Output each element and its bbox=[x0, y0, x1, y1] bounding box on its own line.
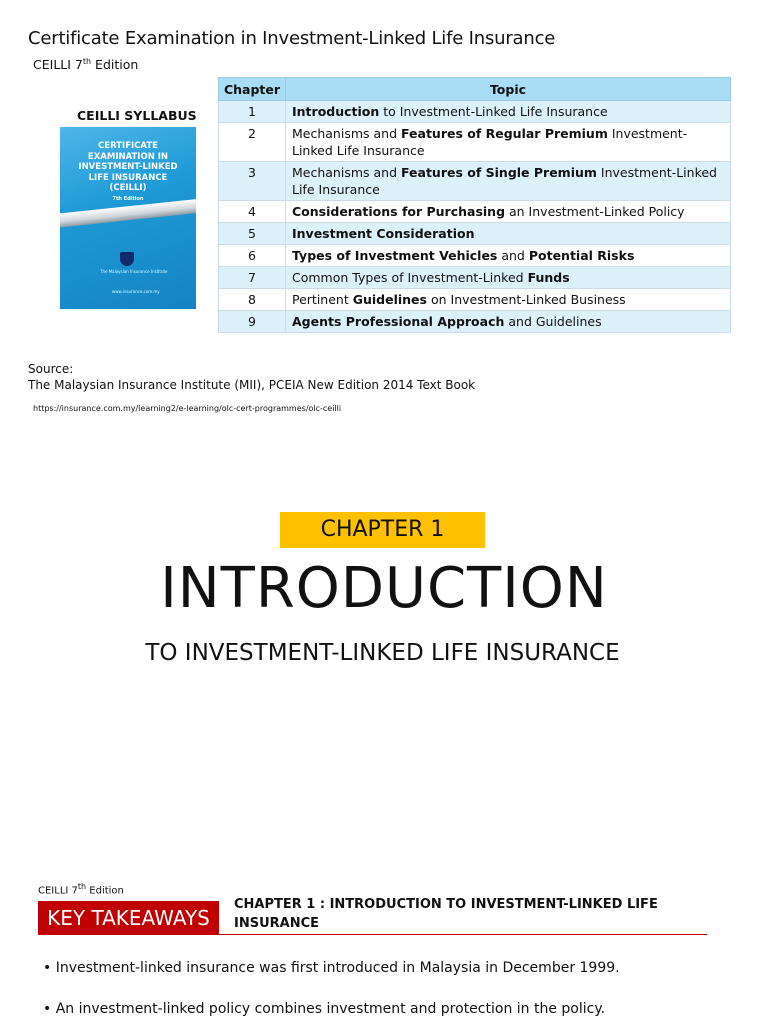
syllabus-table-body bbox=[219, 101, 731, 333]
takeaways-heading: CHAPTER 1 : INTRODUCTION TO INVESTMENT-LINKED LIFE INSURANCE bbox=[234, 897, 658, 931]
topic-cell bbox=[286, 267, 731, 289]
book-publisher: The Malaysian Insurance Institute bbox=[100, 269, 168, 274]
book-cover-image bbox=[60, 127, 196, 309]
chapter-subtitle: TO INVESTMENT-LINKED LIFE INSURANCE bbox=[145, 640, 620, 666]
topic-bold-text: Guidelines bbox=[352, 292, 427, 307]
chapter-number-cell: 3 bbox=[219, 162, 286, 201]
topic-bold-text: Considerations for Purchasing bbox=[292, 204, 506, 219]
table-row bbox=[219, 123, 731, 162]
table-row bbox=[219, 245, 731, 267]
takeaways-edition-label bbox=[38, 882, 124, 896]
topic-text: Investment-Linked Life Insurance bbox=[292, 126, 688, 158]
topic-bold-text: Introduction bbox=[292, 104, 380, 119]
edition-prefix: CEILLI 7 bbox=[33, 57, 83, 73]
chapter-badge: CHAPTER 1 bbox=[280, 512, 485, 548]
institute-crest-icon bbox=[120, 252, 134, 266]
topic-text: Mechanisms and bbox=[292, 126, 401, 141]
book-title bbox=[72, 141, 184, 204]
takeaway-bullet: • An investment-linked policy combines investment and protection in the policy. bbox=[43, 1001, 606, 1017]
topic-text: and Guidelines bbox=[504, 314, 602, 329]
table-row bbox=[219, 162, 731, 201]
topic-text: to Investment-Linked Life Insurance bbox=[379, 104, 608, 119]
key-takeaways-badge: KEY TAKEAWAYS bbox=[38, 901, 219, 935]
topic-bold-text: Features of Regular Premium bbox=[401, 126, 608, 141]
edition-prefix: CEILLI 7 bbox=[38, 885, 78, 897]
table-header-row bbox=[219, 78, 731, 101]
edition-suffix: Edition bbox=[91, 57, 139, 73]
table-row bbox=[219, 311, 731, 333]
book-website: www.insurance.com.my bbox=[112, 289, 160, 294]
topic-text: Investment-Linked Life Insurance bbox=[292, 165, 717, 197]
chapter-number-cell: 7 bbox=[219, 267, 286, 289]
chapter-number-cell: 5 bbox=[219, 223, 286, 245]
source-url-link[interactable]: https://insurance.com.my/learning2/e-learning/olc-cert-programmes/olc-ceilli bbox=[33, 404, 342, 413]
header-topic: Topic bbox=[286, 78, 731, 101]
table-row bbox=[219, 289, 731, 311]
chapter-title: INTRODUCTION bbox=[160, 556, 608, 621]
topic-cell bbox=[286, 162, 731, 201]
source-text: The Malaysian Insurance Institute (MII), PCEIA New Edition 2014 Text Book bbox=[28, 378, 476, 392]
topic-bold-text: Types of Investment Vehicles bbox=[292, 248, 498, 263]
source-label: Source: bbox=[28, 362, 74, 376]
chapter-number-cell: 9 bbox=[219, 311, 286, 333]
topic-cell bbox=[286, 201, 731, 223]
topic-text: an Investment-Linked Policy bbox=[505, 204, 685, 219]
topic-cell bbox=[286, 289, 731, 311]
chapter-number-cell: 6 bbox=[219, 245, 286, 267]
edition-label bbox=[33, 57, 138, 72]
topic-cell bbox=[286, 223, 731, 245]
chapter-number-cell: 8 bbox=[219, 289, 286, 311]
takeaways-divider bbox=[219, 934, 707, 935]
edition-suffix: Edition bbox=[86, 885, 124, 897]
table-row bbox=[219, 101, 731, 123]
document-title: Certificate Examination in Investment-Linked Life Insurance bbox=[28, 28, 556, 49]
topic-bold-text: Potential Risks bbox=[528, 248, 635, 263]
topic-bold-text: Features of Single Premium bbox=[401, 165, 597, 180]
topic-text: on Investment-Linked Business bbox=[426, 292, 626, 307]
table-row bbox=[219, 267, 731, 289]
topic-bold-text: Agents Professional Approach bbox=[292, 314, 505, 329]
topic-cell bbox=[286, 101, 731, 123]
topic-text: Common Types of Investment-Linked bbox=[292, 270, 528, 285]
topic-bold-text: Investment Consideration bbox=[292, 226, 475, 241]
chapter-number-cell: 4 bbox=[219, 201, 286, 223]
topic-text: and bbox=[497, 248, 529, 263]
syllabus-label: CEILLI SYLLABUS bbox=[77, 108, 197, 123]
edition-superscript: th bbox=[82, 57, 92, 66]
header-chapter: Chapter bbox=[219, 78, 286, 101]
table-row bbox=[219, 223, 731, 245]
topic-text: Mechanisms and bbox=[292, 165, 401, 180]
syllabus-table bbox=[218, 77, 731, 333]
table-row bbox=[219, 201, 731, 223]
chapter-number-cell: 2 bbox=[219, 123, 286, 162]
book-subtitle: 7th Edition bbox=[112, 195, 144, 202]
topic-bold-text: Funds bbox=[527, 270, 570, 285]
book-title-text: CERTIFICATE EXAMINATION IN INVESTMENT-LINKED LIFE INSURANCE (CEILLI) bbox=[78, 141, 178, 193]
edition-superscript: th bbox=[77, 882, 87, 891]
chapter-number-cell: 1 bbox=[219, 101, 286, 123]
topic-cell bbox=[286, 123, 731, 162]
takeaway-bullet: • Investment-linked insurance was first introduced in Malaysia in December 1999. bbox=[43, 960, 620, 976]
topic-text: Pertinent bbox=[292, 292, 353, 307]
topic-cell bbox=[286, 311, 731, 333]
topic-cell bbox=[286, 245, 731, 267]
